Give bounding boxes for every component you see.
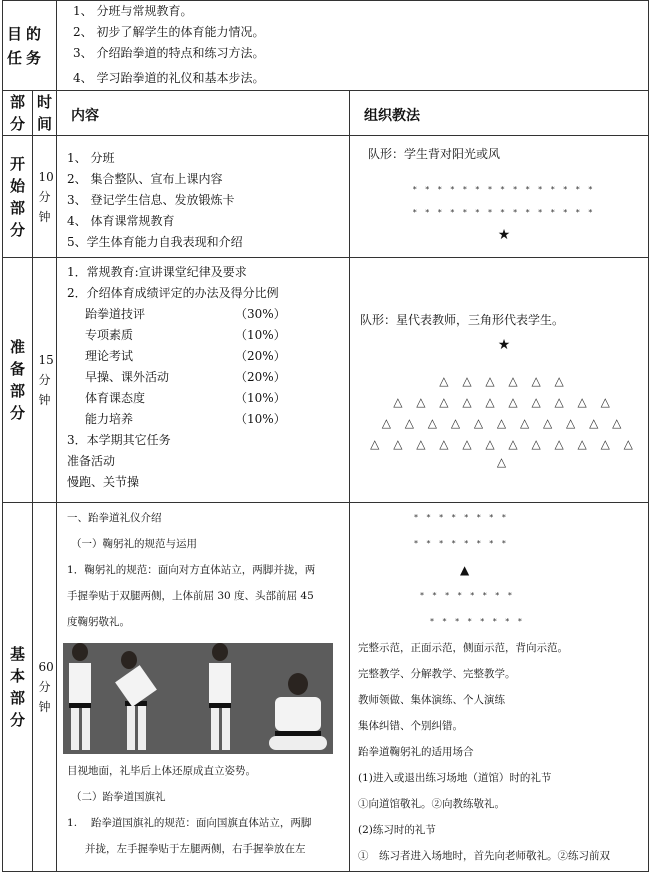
header-section-cell [3,91,33,136]
header-time: 时间 [36,93,52,133]
objectives-header: 目的任务 [7,24,46,67]
content-line: 2、 集合整队、宣布上课内容 [67,172,223,186]
student-stars-row: * * * * * * * * * * * * * * * [412,185,596,194]
content-line: 度鞠躬敬礼。 [67,616,131,628]
header-time-cell [33,91,57,136]
content-line: 4、 体育课常规教育 [67,214,175,228]
grade-row: 早操、课外活动 （20%） [85,370,286,384]
organization-line: 跆拳道鞠躬礼的适用场合 [358,746,474,758]
start-time-cell [33,136,57,258]
objective-item: 3、 介绍跆拳道的特点和练习方法。 [73,46,265,60]
objectives-cell [57,1,649,91]
bow-demonstration-photo [63,643,333,754]
start-formation-text: 队形：学生背对阳光或风 [368,147,501,161]
content-line: 3、 登记学生信息、发放锻炼卡 [67,193,235,207]
organization-line: 集体纠错、个别纠错。 [358,720,464,732]
objective-item: 2、 初步了解学生的体育能力情况。 [73,25,265,39]
content-line: 并拢，左手握拳贴于左腿两侧，右手握拳放在左 [85,843,306,855]
start-section-time: 10分钟 [38,169,54,224]
content-line: 手握拳贴于双腿两侧，上体前屈 30 度、头部前屈 45 [67,590,314,602]
objectives-row [3,1,649,91]
basic-content-cell [57,503,350,872]
header-section: 部分 [9,93,25,133]
header-organization: 组织教法 [350,91,649,136]
objectives-header-cell [3,1,57,91]
grade-row: 能力培养 （10%） [85,412,286,426]
student-stars-row: * * * * * * * * [420,591,515,600]
content-line: 准备活动 [67,454,116,468]
stand-figure [69,643,91,750]
student-stars-row: * * * * * * * * [430,617,525,626]
organization-line: 完整示范，正面示范，侧面示范，背向示范。 [358,642,569,654]
organization-line: (1)进入或退出练习场地（道馆）时的礼节 [358,772,552,784]
start-name-cell [3,136,33,258]
objectives-list [57,1,648,89]
content-line: 1、 分班 [67,151,115,165]
organization-line: 教师领做、集体演练、个人演练 [358,694,506,706]
basic-section-name: 基本部分 [9,645,25,729]
student-triangle-row: △ △ △ △ △ △ △ △ △ △ △ [381,416,627,430]
header-content: 内容 [57,91,350,136]
start-section-row [3,136,649,258]
grade-row: 专项素质 （10%） [85,328,286,342]
basic-name-cell [3,503,33,872]
teacher-triangle-icon: ▲ [460,563,470,577]
content-line: 2．介绍体育成绩评定的办法及得分比例 [67,286,279,300]
prep-section-time: 15分钟 [38,353,54,407]
start-content-cell [57,136,350,258]
student-stars-row: * * * * * * * * [414,513,509,522]
content-line: 1. 跆拳道国旗礼的规范：面向国旗直体站立，两脚 [67,817,312,829]
basic-section-row [3,503,649,872]
teacher-star-icon: ★ [497,337,511,353]
content-line: 5、学生体育能力自我表现和介绍 [67,235,243,249]
organization-line: ①向道馆敬礼。②向教练敬礼。 [358,798,506,810]
bow-figure [121,651,151,750]
basic-organization-cell [350,503,649,872]
prep-section-row [3,258,649,503]
teacher-star-icon: ★ [497,227,511,243]
objective-item: 4、 学习跆拳道的礼仪和基本步法。 [73,71,265,85]
start-organization-cell [350,136,649,258]
content-line: （一）鞠躬礼的规范与运用 [71,538,198,550]
basic-time-cell [33,503,57,872]
organization-line: 完整教学、分解教学、完整教学。 [358,668,516,680]
student-stars-row: * * * * * * * * [414,539,509,548]
organization-line: (2)练习时的礼节 [358,824,436,836]
sitting-figure [269,673,327,750]
content-line: 1．鞠躬礼的规范：面向对方直体站立，两脚并拢，两 [67,564,316,576]
prep-section-name: 准备部分 [9,338,25,422]
content-line: 一、跆拳道礼仪介绍 [67,512,162,524]
grade-row: 理论考试 （20%） [85,349,286,363]
column-header-row [3,91,649,136]
prep-organization-cell [350,258,649,503]
lesson-plan-table [2,0,649,872]
grade-row: 体育课态度 （10%） [85,391,286,405]
content-line: 目视地面，礼毕后上体还原成直立姿势。 [67,765,257,777]
content-line: （二）跆拳道国旗礼 [71,791,166,803]
prep-formation-text: 队形：星代表教师，三角形代表学生。 [360,313,565,327]
objective-item: 1、 分班与常规教育。 [73,4,193,18]
student-triangle-row: △ △ △ △ △ △ [439,374,569,388]
content-line: 慢跑、关节操 [67,475,140,489]
student-triangle-row: △ △ △ △ △ △ △ △ △ △ △ △ △ [370,437,638,469]
basic-section-time: 60分钟 [38,660,54,714]
content-line: 3．本学期其它任务 [67,433,171,447]
prep-name-cell [3,258,33,503]
organization-line: ① 练习者进入场地时，首先向老师敬礼。②练习前双 [358,850,611,862]
content-line: 1．常规教育:宣讲课堂纪律及要求 [67,265,247,279]
prep-time-cell [33,258,57,503]
stand-figure [209,643,231,750]
grade-row: 跆拳道技评 （30%） [85,307,286,321]
prep-content-cell [57,258,350,503]
start-section-name: 开始部分 [9,154,25,239]
student-stars-row: * * * * * * * * * * * * * * * [412,208,596,217]
student-triangle-row: △ △ △ △ △ △ △ △ △ △ [393,395,615,409]
